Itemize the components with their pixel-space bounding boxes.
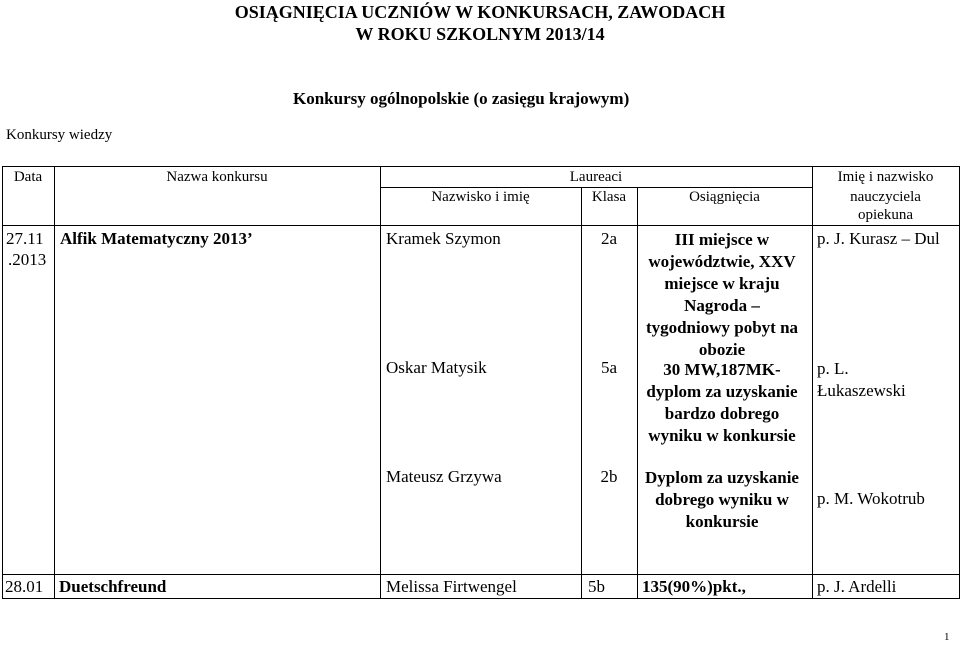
teacher-name: p. J. Ardelli [817, 577, 897, 596]
student-achievement: III miejsce w województwie, XXV miejsce w kraju Nagroda – tygodniowy pobyt na obozie [645, 230, 799, 359]
column-border [54, 166, 55, 598]
student-name: Melissa Firtwengel [386, 577, 517, 596]
student-achievement: 135(90%)pkt., [642, 577, 746, 596]
table-bottom-border [2, 598, 960, 599]
row-date-line-2: .2013 [8, 250, 47, 269]
header-laureates: Laureaci [569, 169, 623, 185]
header-class: Klasa [591, 189, 627, 205]
teacher-name: p. M. Wokotrub [817, 489, 925, 508]
table-top-border [2, 166, 960, 167]
column-border [637, 187, 638, 598]
teacher-name-line-2: Łukaszewski [817, 381, 906, 400]
page-number: 1 [944, 631, 950, 643]
student-name: Kramek Szymon [386, 229, 501, 248]
section-heading: Konkursy wiedzy [6, 127, 113, 143]
header-divider [380, 187, 812, 188]
student-class: 5a [600, 358, 618, 377]
page-subtitle: Konkursy ogólnopolskie (o zasięgu krajowym) [293, 89, 630, 108]
column-border [380, 166, 381, 598]
row-divider [2, 574, 960, 575]
teacher-name-line-1: p. L. [817, 359, 849, 378]
row-date: 28.01 [5, 577, 44, 596]
header-teacher-line-3: opiekuna [858, 207, 913, 223]
header-teacher-line-2: nauczyciela [850, 189, 921, 205]
student-achievement: 30 MW,187MK- dyplom za uzyskanie bardzo dobrego wyniku w konkursie [646, 360, 798, 445]
student-class: 2a [600, 229, 618, 248]
contest-name: Alfik Matematyczny 2013’ [60, 229, 253, 248]
student-achievement: Dyplom za uzyskanie dobrego wyniku w konkursie [645, 468, 799, 531]
student-class: 2b [600, 467, 618, 486]
teacher-name: p. J. Kurasz – Dul [817, 229, 940, 248]
header-date: Data [13, 169, 43, 185]
contest-name: Duetschfreund [59, 577, 167, 596]
header-bottom-border [2, 225, 960, 226]
row-date-line-1: 27.11 [6, 229, 44, 248]
header-achievements: Osiągnięcia [689, 189, 760, 205]
column-border [2, 166, 3, 598]
student-name: Mateusz Grzywa [386, 467, 502, 486]
header-contest-name: Nazwa konkursu [166, 169, 268, 185]
column-border [812, 166, 813, 598]
student-class: 5b [588, 577, 605, 596]
header-teacher-line-1: Imię i nazwisko [837, 169, 934, 185]
page-title-line-2: W ROKU SZKOLNYM 2013/14 [355, 24, 605, 44]
student-name: Oskar Matysik [386, 358, 487, 377]
header-student-name: Nazwisko i imię [431, 189, 530, 205]
page-title-line-1: OSIĄGNIĘCIA UCZNIÓW W KONKURSACH, ZAWODACH [234, 2, 726, 22]
